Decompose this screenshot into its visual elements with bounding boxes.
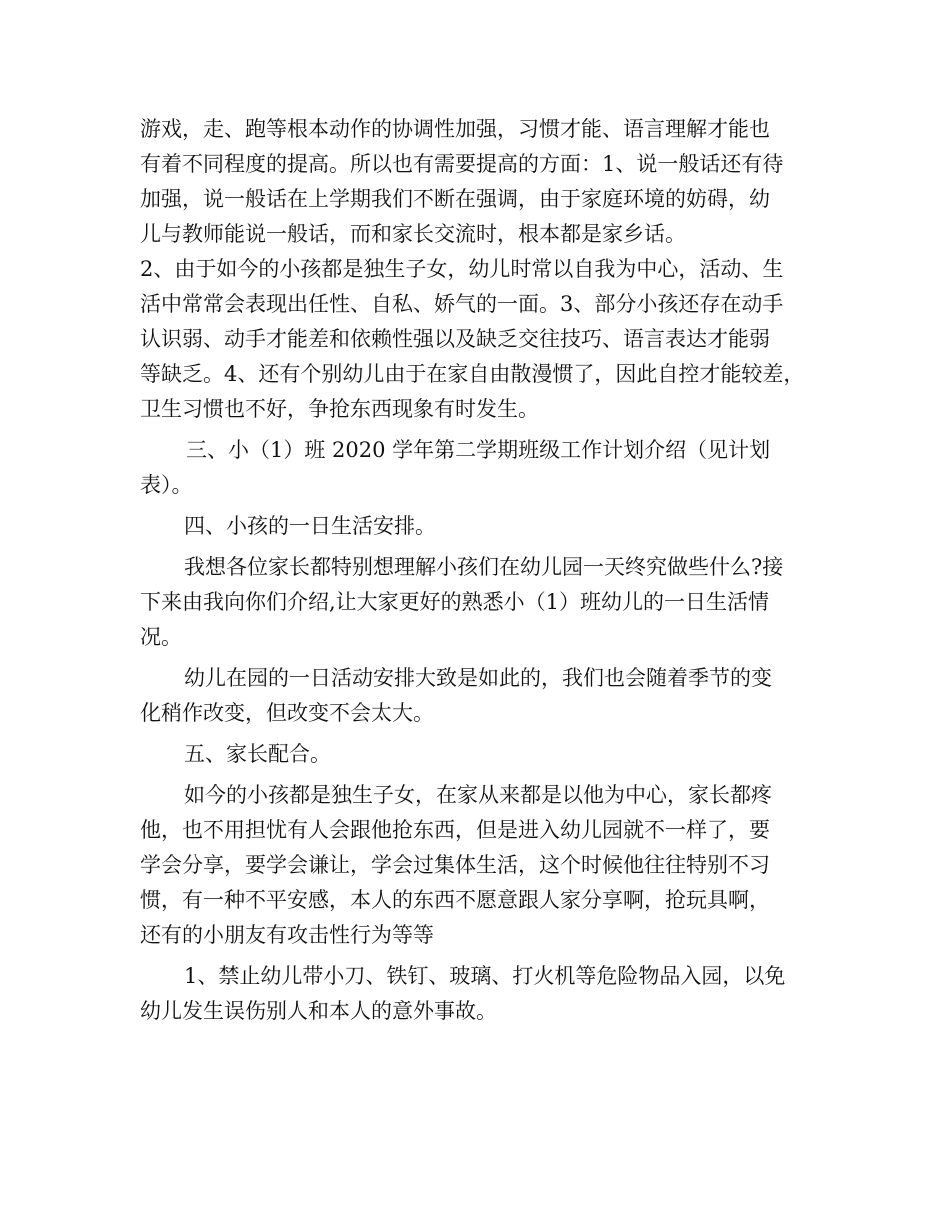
text-line: 有着不同程度的提高。所以也有需要提高的方面：1、说一般话还有待 [140, 152, 784, 176]
text-line: 我想各位家长都特别想理解小孩们在幼儿园一天终究做些什么?接 [184, 555, 784, 579]
text-line: 加强，说一般话在上学期我们不断在强调，由于家庭环境的妨碍，幼 [140, 187, 770, 211]
text-line: 活中常常会表现出任性、自私、娇气的一面。3、部分小孩还存在动手 [140, 292, 784, 316]
text-line: 儿与教师能说一般话，而和家长交流时，根本都是家乡话。 [140, 222, 686, 246]
text-line: 下来由我向你们介绍,让大家更好的熟悉小（1）班幼儿的一日生活情 [140, 590, 770, 614]
section-heading: 四、小孩的一日生活安排。 [184, 514, 436, 538]
text-line: 还有的小朋友有攻击性行为等等 [140, 923, 434, 947]
text-line: 学会分享，要学会谦让，学会过集体生活，这个时候他往往特别不习 [140, 853, 770, 877]
text-line: 况。 [140, 625, 182, 649]
section-heading: 五、家长配合。 [184, 742, 331, 766]
text-line: 惯，有一种不平安感，本人的东西不愿意跟人家分享啊，抢玩具啊， [140, 888, 770, 912]
text-line: 卫生习惯也不好，争抢东西现象有时发生。 [140, 397, 539, 421]
text-line: 等缺乏。4、还有个别幼儿由于在家自由散漫惯了，因此自控才能较差， [140, 362, 805, 386]
text-line: 表）。 [140, 473, 193, 497]
document-body [140, 112, 820, 1029]
text-line: 2、由于如今的小孩都是独生子女，幼儿时常以自我为中心，活动、生 [140, 257, 784, 281]
text-line: 化稍作改变，但改变不会太大。 [140, 701, 434, 725]
text-line: 幼儿发生误伤别人和本人的意外事故。 [140, 999, 497, 1023]
text-line: 1、禁止幼儿带小刀、铁钉、玻璃、打火机等危险物品入园，以免 [184, 964, 786, 988]
text-line: 如今的小孩都是独生子女，在家从来都是以他为中心，家长都疼 [184, 783, 772, 807]
text-line: 他，也不用担忧有人会跟他抢东西，但是进入幼儿园就不一样了，要 [140, 818, 770, 842]
text-line: 幼儿在园的一日活动安排大致是如此的，我们也会随着季节的变 [184, 666, 772, 690]
text-line: 游戏，走、跑等根本动作的协调性加强，习惯才能、语言理解才能也 [140, 117, 770, 141]
section-heading: 三、小（1）班 2020 学年第二学期班级工作计划介绍（见计划 [186, 438, 771, 462]
text-line: 认识弱、动手才能差和依赖性强以及缺乏交往技巧、语言表达才能弱 [140, 327, 770, 351]
